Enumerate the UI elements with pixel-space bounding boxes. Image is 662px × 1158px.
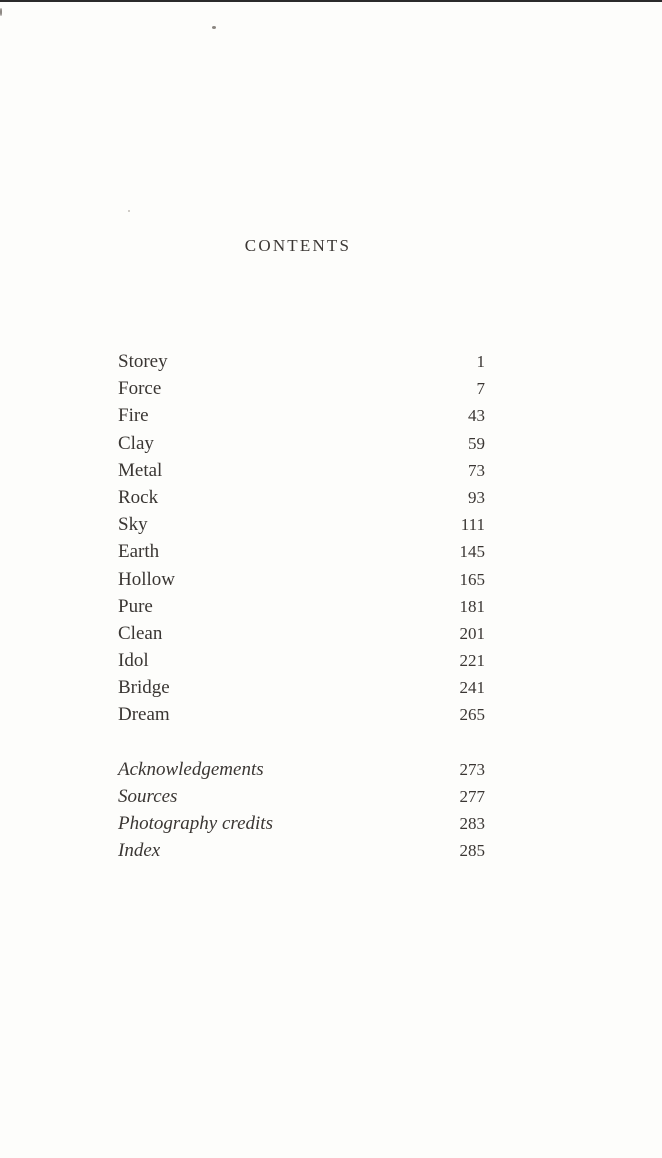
toc-entry-title: Sky — [118, 514, 148, 536]
toc-entry-title: Force — [118, 378, 162, 400]
table-of-contents — [118, 348, 485, 865]
page-top-edge — [0, 0, 662, 2]
toc-entry[interactable] — [118, 566, 485, 593]
back-matter-page: 283 — [459, 814, 485, 834]
back-matter-entry[interactable] — [118, 810, 485, 837]
toc-entry-title: Storey — [118, 351, 168, 372]
toc-entry-page: 201 — [459, 623, 485, 643]
toc-entry-page: 1 — [476, 352, 485, 371]
toc-entry-page: 181 — [459, 596, 485, 616]
toc-entry-title: Dream — [118, 704, 170, 726]
toc-entry[interactable] — [118, 484, 485, 511]
back-matter-entry[interactable] — [118, 837, 485, 864]
toc-entry[interactable] — [118, 593, 485, 620]
toc-entry-page: 221 — [459, 651, 485, 671]
toc-entry[interactable] — [118, 402, 485, 429]
toc-entry-page: 73 — [468, 460, 485, 480]
back-matter-title: Acknowledgements — [118, 758, 264, 780]
page-title: CONTENTS — [244, 236, 352, 255]
toc-entry-title: Clay — [118, 432, 154, 454]
back-matter-title: Photography credits — [118, 813, 273, 835]
toc-entry-title: Fire — [118, 405, 149, 427]
toc-entry-page: 59 — [468, 433, 485, 453]
toc-entry[interactable] — [118, 457, 485, 484]
toc-entry[interactable] — [118, 375, 485, 402]
toc-entry-title: Bridge — [118, 677, 170, 699]
toc-entry-page: 43 — [468, 406, 485, 426]
toc-entry-page: 241 — [459, 678, 485, 698]
toc-entry-title: Rock — [118, 486, 159, 508]
toc-entry[interactable] — [118, 620, 485, 647]
toc-entry-title: Clean — [118, 622, 163, 644]
toc-entry[interactable] — [118, 348, 485, 375]
toc-entry[interactable] — [118, 538, 485, 565]
toc-entry-title: Hollow — [118, 568, 175, 590]
toc-entry[interactable] — [118, 511, 485, 538]
toc-entry[interactable] — [118, 701, 485, 728]
toc-entry-page: 265 — [459, 705, 485, 725]
toc-entry-page: 165 — [459, 569, 485, 589]
toc-entry[interactable] — [118, 647, 485, 674]
paper-speck — [128, 210, 130, 212]
toc-entry-title: Idol — [118, 650, 149, 672]
paper-speck — [0, 8, 2, 16]
toc-entry-title: Metal — [118, 459, 163, 481]
back-matter-page: 277 — [459, 787, 485, 806]
back-matter-title: Sources — [118, 786, 178, 807]
back-matter-entry[interactable] — [118, 756, 485, 783]
toc-entry[interactable] — [118, 674, 485, 701]
toc-entry[interactable] — [118, 430, 485, 457]
toc-entry-page: 93 — [468, 487, 485, 507]
back-matter-page: 285 — [459, 841, 485, 861]
back-matter-title: Index — [118, 840, 161, 862]
toc-entry-page: 145 — [459, 542, 485, 562]
toc-entry-title: Pure — [118, 595, 153, 617]
toc-entry-page: 7 — [476, 379, 485, 399]
section-spacer — [118, 729, 485, 756]
toc-entry-page: 111 — [460, 515, 485, 535]
toc-entry-title: Earth — [118, 541, 160, 563]
back-matter-page: 273 — [459, 759, 485, 779]
paper-speck — [212, 26, 216, 29]
back-matter-entry[interactable] — [118, 783, 485, 810]
